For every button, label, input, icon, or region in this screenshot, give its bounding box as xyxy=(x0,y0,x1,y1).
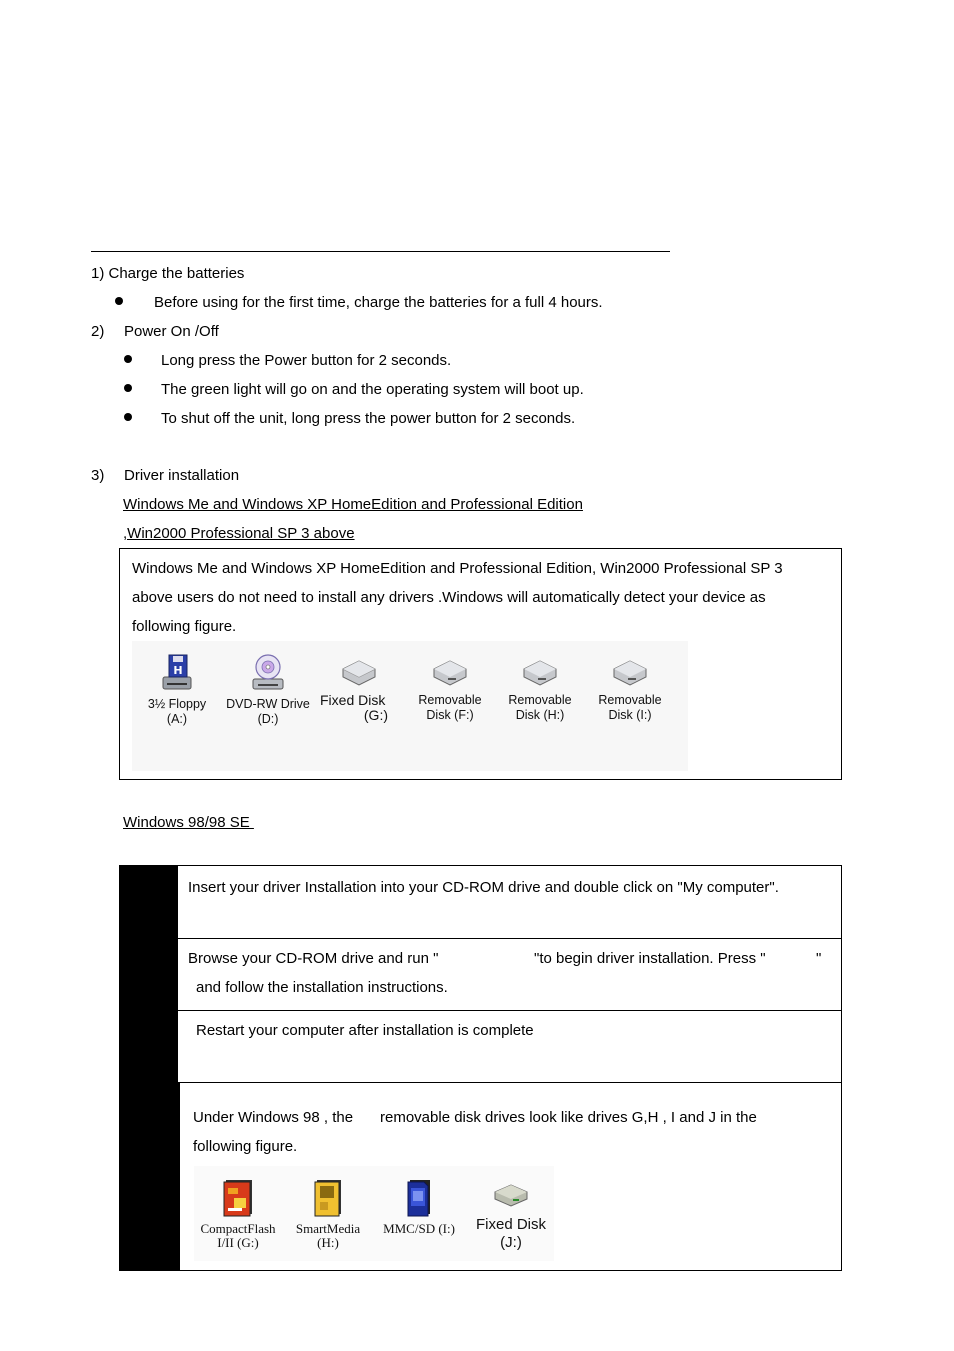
drive-letter: I/II (G:) xyxy=(217,1235,259,1250)
section2-bullet-2: The green light will go on and the operating system will boot up. xyxy=(161,381,584,398)
drive-letter: (D:) xyxy=(257,712,279,726)
bullet-icon xyxy=(124,413,132,421)
drive-item-dvd xyxy=(222,653,314,727)
step-4-text-a: Under Windows 98 , the xyxy=(193,1109,354,1126)
section2-number: 2) xyxy=(91,323,105,340)
section1-bullet-1: Before using for the first time, charge the batteries for a full 4 hours. xyxy=(154,294,603,311)
step-4-text-b: removable disk drives look like drives G,H , I and J in the xyxy=(380,1109,757,1126)
drive-item-compactflash xyxy=(194,1178,282,1250)
bullet-icon xyxy=(124,355,132,363)
section2-bullet-1: Long press the Power button for 2 seconds. xyxy=(161,352,452,369)
step-2-text-d: and follow the installation instructions. xyxy=(196,979,448,996)
floppy-drive-icon xyxy=(157,653,197,693)
drive-label: CompactFlash xyxy=(200,1221,276,1236)
win98-drive-icons-figure xyxy=(194,1166,554,1261)
header-rule xyxy=(91,251,670,252)
winxp-heading-line1: Windows Me and Windows XP HomeEdition and Professional Edition xyxy=(123,496,583,513)
winxp-heading-line2: ,Win2000 Professional SP 3 above xyxy=(123,525,355,542)
drive-label: DVD-RW Drive xyxy=(226,697,310,711)
removable-disk-icon xyxy=(610,655,650,689)
step-3-text: Restart your computer after installation is complete xyxy=(196,1022,534,1039)
compactflash-icon xyxy=(220,1178,256,1218)
dvd-drive-icon xyxy=(248,653,288,693)
removable-disk-icon xyxy=(430,655,470,689)
drive-label: SmartMedia xyxy=(295,1221,361,1236)
step-2-text-a: Browse your CD-ROM drive and run " xyxy=(188,950,439,967)
drive-label: Removable xyxy=(598,693,662,707)
drive-item-fixed-j xyxy=(468,1180,554,1252)
drive-item-mmcsd xyxy=(374,1178,464,1236)
step-sidebar-lower xyxy=(120,1083,180,1270)
svg-text:H: H xyxy=(173,664,183,677)
drive-item-removable-h xyxy=(498,655,582,723)
drive-label: Fixed Disk xyxy=(475,1216,546,1233)
win98-heading: Windows 98/98 SE xyxy=(123,814,254,831)
step-4-text-c: following figure. xyxy=(193,1138,298,1155)
drive-label: 3½ Floppy xyxy=(147,697,207,711)
drive-item-removable-i xyxy=(588,655,672,723)
drive-letter: (G:) xyxy=(363,707,388,723)
winxp-info-line-2: above users do not need to install any drivers .Windows will automatically detect your device as xyxy=(132,589,766,606)
winxp-info-box xyxy=(119,548,842,780)
section3-number: 3) xyxy=(91,467,105,484)
drive-item-floppy xyxy=(134,653,220,727)
bullet-icon xyxy=(115,297,123,305)
winxp-info-line-3: following figure. xyxy=(132,618,237,635)
mmc-sd-icon xyxy=(401,1178,437,1218)
fixed-disk-icon xyxy=(339,655,379,689)
drive-letter: (A:) xyxy=(166,712,188,726)
drive-letter: (J:) xyxy=(500,1234,522,1251)
row-divider xyxy=(178,938,841,939)
drive-letter: Disk (I:) xyxy=(608,708,652,722)
drive-item-removable-f xyxy=(408,655,492,723)
drive-label: Fixed Disk xyxy=(320,692,386,708)
drive-letter: (H:) xyxy=(317,1235,339,1250)
win98-steps-table xyxy=(119,865,842,1271)
step-1-text: Insert your driver Installation into your CD-ROM drive and double click on "My computer". xyxy=(188,879,779,896)
section1-heading: 1) Charge the batteries xyxy=(91,265,245,282)
smartmedia-icon xyxy=(310,1178,346,1218)
removable-disk-icon xyxy=(520,655,560,689)
step-2-text-c: " xyxy=(816,950,822,967)
section2-bullet-3: To shut off the unit, long press the power button for 2 seconds. xyxy=(161,410,576,427)
drive-label: Removable xyxy=(418,693,482,707)
row-divider xyxy=(178,1082,841,1083)
bullet-icon xyxy=(124,384,132,392)
section2-heading: Power On /Off xyxy=(124,323,219,340)
row-divider xyxy=(178,1010,841,1011)
fixed-disk-icon xyxy=(491,1180,531,1212)
drive-label: MMC/SD (I:) xyxy=(383,1221,455,1236)
drive-letter: Disk (H:) xyxy=(515,708,565,722)
drive-letter: Disk (F:) xyxy=(426,708,474,722)
drive-icons-figure xyxy=(132,641,688,771)
winxp-info-line-1: Windows Me and Windows XP HomeEdition and Professional Edition, Win2000 Professional SP 3 xyxy=(132,560,783,577)
drive-item-smartmedia xyxy=(286,1178,370,1250)
drive-item-fixed-g xyxy=(318,655,400,723)
drive-label: Removable xyxy=(508,693,572,707)
step-2-text-b: "to begin driver installation. Press " xyxy=(534,950,766,967)
section3-heading: Driver installation xyxy=(124,467,240,484)
